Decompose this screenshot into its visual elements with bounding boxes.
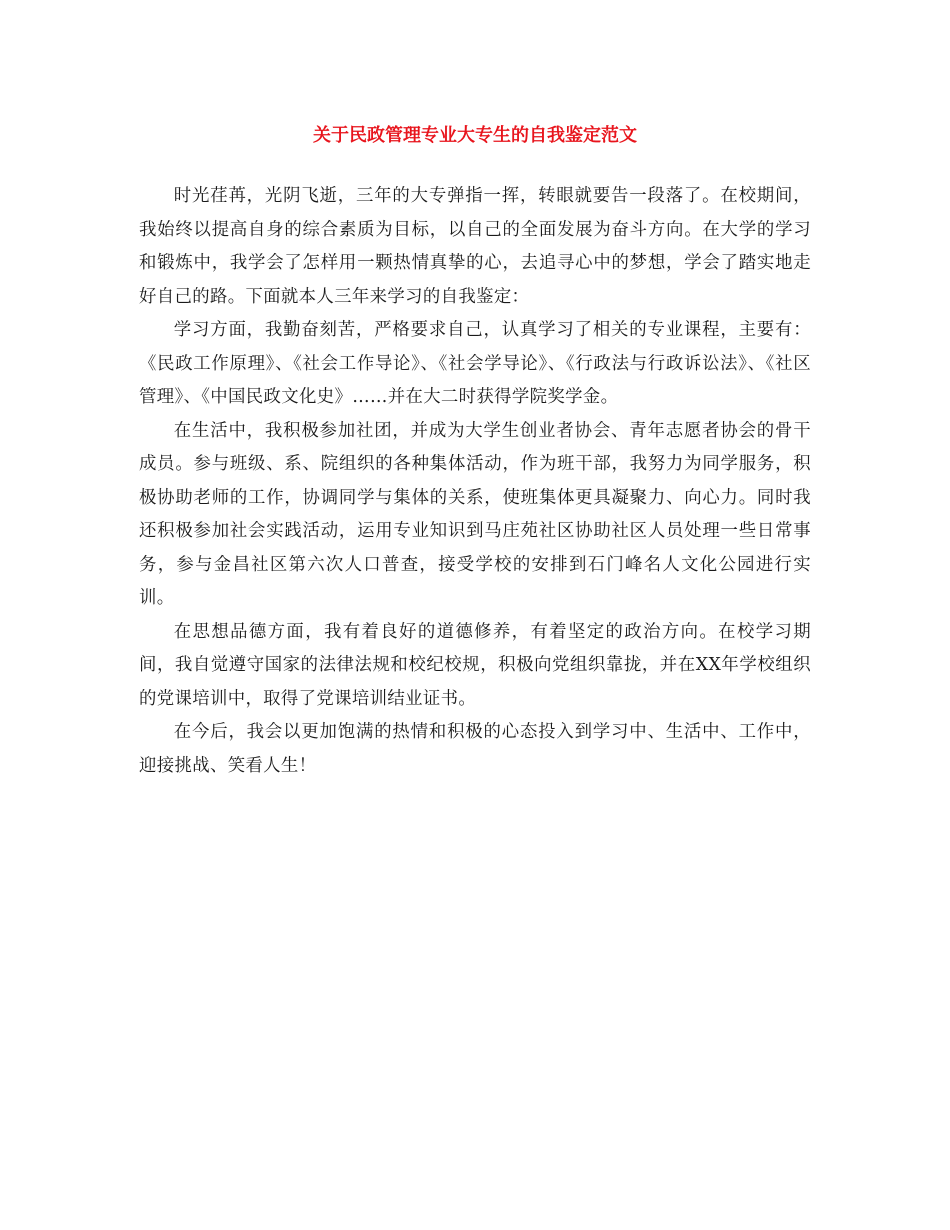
paragraph-morality: 在思想品德方面，我有着良好的道德修养，有着坚定的政治方向。在校学习期间，我自觉遵守国家的法律法规和校纪校规，积极向党组织靠拢，并在XX年学校组织的党课培训中，取得了党课培训结业证书。 <box>139 621 811 709</box>
paragraph-future: 在今后，我会以更加饱满的热情和积极的心态投入到学习中、生活中、工作中，迎接挑战、笑看人生！ <box>139 722 811 776</box>
paragraph-life: 在生活中，我积极参加社团，并成为大学生创业者协会、青年志愿者协会的骨干成员。参与班级、系、院组织的各种集体活动，作为班干部，我努力为同学服务，积极协助老师的工作，协调同学与集体的关系，使班集体更具凝聚力、向心力。同时我还积极参加社会实践活动，运用专业知识到马庄苑社区协助社区人员处理一些日常事务，参与金昌社区第六次人口普查，接受学校的安排到石门峰名人文化公园进行实训。 <box>139 420 811 608</box>
document-body <box>139 180 811 783</box>
paragraph-study: 学习方面，我勤奋刻苦，严格要求自己，认真学习了相关的专业课程，主要有：《民政工作原理》、《社会工作导论》、《社会学导论》、《行政法与行政诉讼法》、《社区管理》、《中国民政文化史》……并在大二时获得学院奖学金。 <box>139 320 811 407</box>
document-title: 关于民政管理专业大专生的自我鉴定范文 <box>313 125 637 146</box>
paragraph-intro: 时光荏苒，光阴飞逝，三年的大专弹指一挥，转眼就要告一段落了。在校期间，我始终以提高自身的综合素质为目标，以自己的全面发展为奋斗方向。在大学的学习和锻炼中，我学会了怎样用一颗热情真挚的心，去追寻心中的梦想，学会了踏实地走好自己的路。下面就本人三年来学习的自我鉴定： <box>139 186 811 307</box>
